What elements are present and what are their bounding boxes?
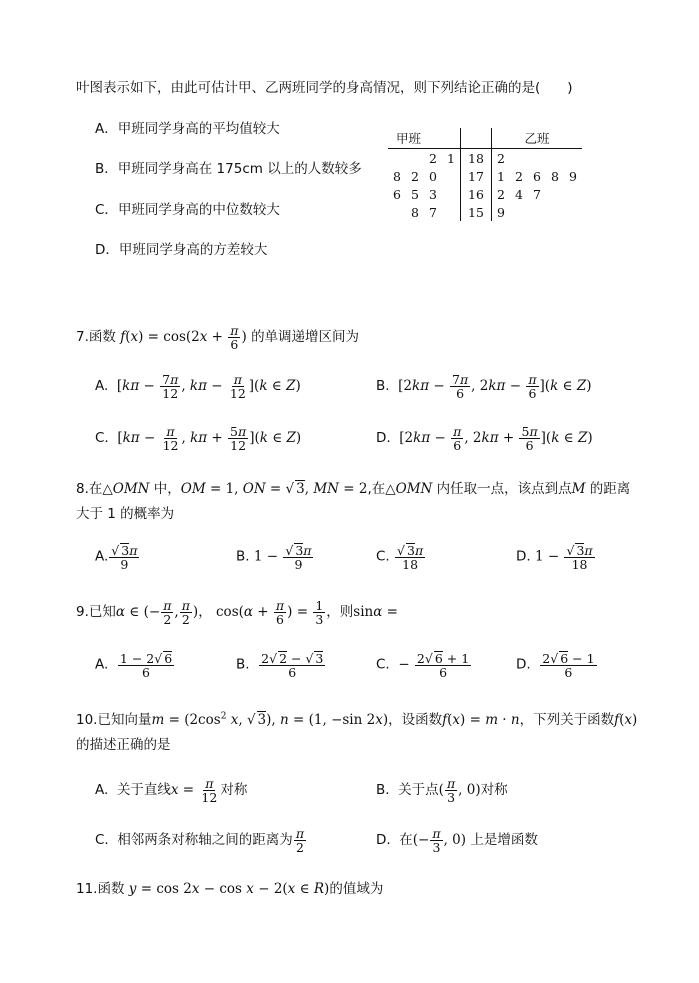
right-leaf — [528, 203, 546, 221]
q7-option-d: D. [2kπ − $\frac{\pi}{6}$ , 2kπ + $\frac{5\pi}{6}$ ](k ∈ Z) — [376, 424, 593, 454]
right-leaf: 4 — [515, 186, 523, 202]
left-leaf — [442, 167, 461, 185]
q7-option-b: B. [2kπ − $\frac{7\pi}{6}$ , 2kπ − $\frac{\pi}{6}$ ](k ∈ Z) — [376, 372, 592, 402]
q8-prefix: 8.在 — [76, 481, 103, 497]
q8-mid: 中， — [153, 481, 181, 497]
q10-option-a: A. 关于直线x = $\frac{\pi}{12}$ 对称 — [95, 776, 248, 806]
table-row — [388, 149, 582, 168]
right-leaf — [564, 203, 582, 221]
right-leaf: 7 — [533, 186, 541, 202]
left-leaf: 2 — [411, 168, 419, 184]
optA-tail: 对称 — [220, 782, 248, 799]
q10-option-b: B. 关于点( $\frac{\pi}{3}$ , 0)对称 — [376, 776, 508, 806]
q10-option-d: D. 在(− $\frac{\pi}{3}$ , 0) 上是增函数 — [376, 826, 538, 856]
stem-cell: 16 — [461, 185, 492, 203]
right-leaf — [546, 203, 564, 221]
option-label: B. — [376, 782, 390, 799]
q10-tail: ，下列关于函数 — [519, 712, 615, 728]
q8-option-a: A. $\frac{√ 3\pi}{9}$ — [95, 543, 138, 573]
right-leaf — [564, 185, 582, 203]
optA-text: 关于直线 — [116, 782, 171, 799]
option-label: C. — [95, 832, 109, 849]
option-label: B. — [376, 378, 390, 395]
q11-prefix: 11.函数 — [76, 881, 125, 897]
left-leaf — [442, 185, 461, 203]
q9-tail: ，则 — [326, 604, 354, 621]
q9-option-a: A. $\frac{1 - 2√ 6}{6}$ — [95, 651, 173, 681]
left-leaf: 5 — [411, 186, 419, 202]
option-label: D. — [376, 430, 391, 447]
right-leaf: 9 — [497, 204, 505, 220]
q9-option-b: B. $\frac{2√ 2 - √ 3}{6}$ — [236, 651, 324, 681]
option-label: D． — [95, 242, 119, 258]
q8-option-d: D. 1 − $\frac{√ 3\pi}{18}$ — [516, 543, 593, 573]
q7-option-c: C. [kπ − $\frac{\pi}{12}$ , kπ + $\frac{5\pi}{12}$ ](k ∈ Z) — [95, 424, 302, 454]
option-label: C. — [95, 430, 109, 447]
q7-suffix: 的单调递增区间为 — [251, 329, 360, 346]
right-leaf: 1 — [497, 168, 505, 184]
q7-option-a: A. [kπ − $\frac{7\pi}{12}$ , kπ − $\frac{\pi}{12}$ ](k ∈ Z) — [95, 372, 301, 402]
table-row — [388, 167, 582, 185]
stem-cell: 18 — [461, 149, 492, 168]
left-header: 甲班 — [388, 128, 461, 149]
left-leaf — [406, 149, 424, 168]
q10-mid: ，设函数 — [388, 712, 443, 728]
optD-text: 在 — [399, 832, 413, 849]
left-leaf: 8 — [411, 204, 419, 220]
q8-option-c: C. $\frac{√ 3\pi}{18}$ — [376, 543, 424, 573]
option-label: A. — [95, 548, 109, 565]
right-leaf — [528, 149, 546, 168]
right-leaf: 6 — [533, 168, 541, 184]
option-label: C. — [376, 548, 390, 565]
stem-leaf-table — [388, 128, 582, 221]
optD-tail: 上是增函数 — [470, 832, 538, 849]
q9-stem: 9.已知α ∈ (− $\frac{\pi}{2}$ , $\frac{\pi}{2}$ )， cos(α + $\frac{\pi}{6}$ ) = $\frac{1}{3}$ ，则sinα = — [76, 598, 398, 628]
q9-option-d: D. $\frac{2√ 6 - 1}{6}$ — [516, 651, 595, 681]
q9-prefix: 9.已知 — [76, 604, 116, 621]
right-leaf — [546, 185, 564, 203]
right-header: 乙班 — [492, 128, 583, 149]
left-leaf — [388, 203, 406, 221]
right-leaf: 2 — [515, 168, 523, 184]
q8-option-b: B. 1 − $\frac{√ 3\pi}{9}$ — [236, 543, 312, 573]
q6-option-a — [95, 117, 280, 137]
left-leaf: 0 — [429, 168, 437, 184]
left-leaf: 3 — [429, 186, 437, 202]
option-label: D. — [516, 656, 531, 673]
table-header-row — [388, 128, 582, 149]
q6-intro: 叶图表示如下，由此可估计甲、乙两班同学的身高情况，则下列结论正确的是( ) — [76, 80, 573, 96]
optB-text: 关于点 — [398, 782, 439, 799]
q11-suffix: 的值域为 — [329, 881, 384, 897]
q8-end: 的距离 — [589, 481, 631, 497]
option-text: 甲班同学身高的平均值较大 — [117, 121, 280, 137]
option-label: D. — [376, 832, 391, 849]
q11-stem: 11.函数 y = cos 2x − cos x − 2(x ∈ R)的值域为 — [76, 881, 384, 897]
q8-tail: 内任取一点，该点到点 — [436, 481, 572, 497]
q7-prefix: 7.函数 — [76, 329, 116, 346]
stem-cell: 15 — [461, 203, 492, 221]
option-label: B. — [236, 548, 250, 565]
q10-line2: 的描述正确的是 — [76, 737, 171, 753]
left-leaf — [388, 149, 406, 168]
option-label: A． — [95, 121, 118, 137]
left-leaf: 7 — [429, 204, 437, 220]
right-leaf — [510, 203, 528, 221]
option-text: 甲班同学身高的中位数较大 — [117, 202, 280, 218]
right-leaf — [564, 149, 582, 168]
left-leaf: 6 — [393, 186, 401, 202]
option-label: B． — [95, 161, 118, 177]
option-label: A. — [95, 378, 109, 395]
right-leaf: 2 — [497, 186, 505, 202]
q10-prefix: 10.已知向量 — [76, 712, 152, 728]
option-text: 甲班同学身高的方差较大 — [118, 242, 268, 258]
q8-line2: 大于 1 的概率为 — [76, 506, 175, 522]
option-label: A. — [95, 782, 109, 799]
left-leaf — [442, 203, 461, 221]
q6-option-b — [95, 157, 362, 177]
q6-option-d — [95, 238, 267, 258]
right-leaf: 8 — [551, 168, 559, 184]
option-text: 甲班同学身高在 175cm 以上的人数较多 — [117, 161, 362, 177]
option-label: C． — [95, 202, 118, 218]
q6-option-c — [95, 198, 280, 218]
option-label: B. — [236, 656, 250, 673]
table-row — [388, 203, 582, 221]
table-row — [388, 185, 582, 203]
optB-tail: 对称 — [480, 782, 508, 799]
q7-formula: f — [120, 329, 126, 346]
left-leaf: 2 — [429, 150, 437, 166]
q9-sep: ， — [198, 604, 212, 621]
q7-stem: 7.函数 f(x) = cos(2x + $\frac{\pi}{6}$ ) 的单调递增区间为 — [76, 323, 360, 353]
left-leaf: 8 — [393, 168, 401, 184]
q10-line1: 10.已知向量$m = (2\cos^2$ x, √ 3), n = (1, −sin 2x)，设函数f(x) = m · n，下列关于函数f(x) — [76, 711, 638, 728]
optC-text: 相邻两条对称轴之间的距离为 — [117, 832, 293, 849]
option-label: C. — [376, 656, 390, 673]
option-label: D. — [516, 548, 531, 565]
option-label: A. — [95, 656, 109, 673]
q8-line1: 8.在△OMN 中，OM = 1, ON = √ 3, MN = 2,在△OMN 内任取一点，该点到点M 的距离 — [76, 481, 631, 497]
right-leaf: 2 — [497, 150, 505, 166]
q9-option-c: C. − $\frac{2√ 6 + 1}{6}$ — [376, 651, 470, 681]
right-leaf — [546, 149, 564, 168]
right-leaf: 9 — [569, 168, 577, 184]
right-leaf — [510, 149, 528, 168]
stem-cell: 17 — [461, 167, 492, 185]
left-leaf: 1 — [447, 150, 455, 166]
q8-cont: ,在 — [367, 481, 386, 497]
q10-option-c: C. 相邻两条对称轴之间的距离为 $\frac{\pi}{2}$ — [95, 826, 305, 856]
